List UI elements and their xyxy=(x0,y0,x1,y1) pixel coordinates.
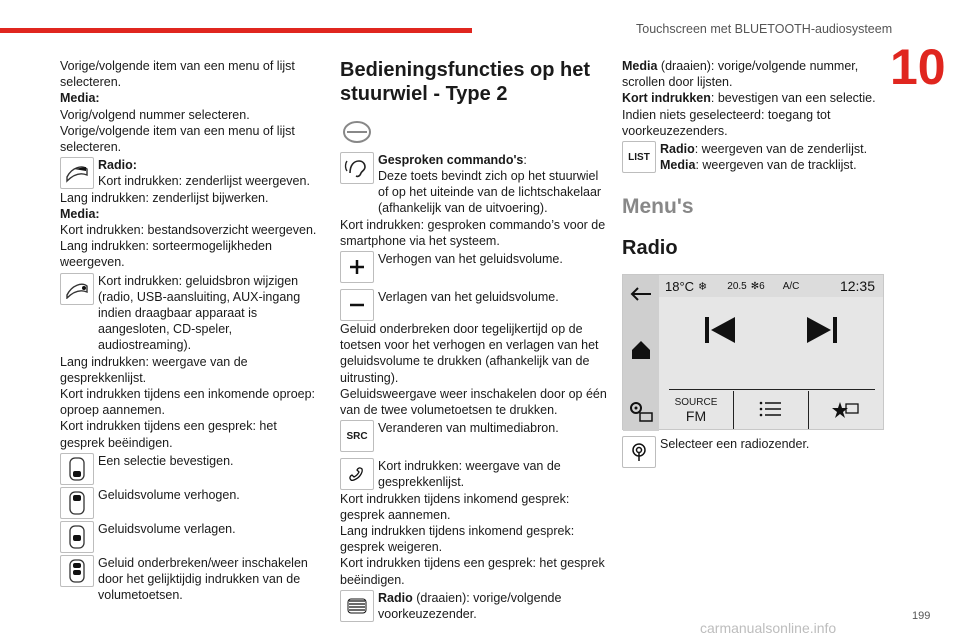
text-line: Kort indrukken: bestandsoverzicht weergeven. xyxy=(60,223,317,238)
steering-wheel-icon xyxy=(340,116,374,148)
phone-icon xyxy=(340,458,374,490)
list-block xyxy=(622,141,890,173)
fan-icon: ✻ xyxy=(750,280,760,292)
snow-icon: ❄ xyxy=(698,280,708,293)
text-line: (draaien): vorige/volgende voorkeuzezender. xyxy=(378,590,562,622)
text-line: (draaien): vorige/volgende nummer, scrollen door lijsten. xyxy=(622,59,859,90)
text-line: : weergeven van de tracklijst. xyxy=(695,158,857,173)
ac-label: A/C xyxy=(782,280,800,292)
text-line: Geluidsvolume verhogen. xyxy=(98,487,240,502)
page-number: 199 xyxy=(912,610,931,622)
label-radio: Radio xyxy=(378,590,413,605)
confirm-block xyxy=(60,453,322,485)
text-line: Kort indrukken: zenderlijst weergeven. xyxy=(98,174,310,189)
select-station-block xyxy=(622,436,890,468)
plus-icon xyxy=(340,251,374,283)
outside-temp: 18°C xyxy=(665,278,695,294)
text-line: Indien niets geselecteerd: toegang tot voorkeuzezenders. xyxy=(622,107,831,138)
phone-block xyxy=(340,458,608,490)
clock: 12:35 xyxy=(839,278,875,295)
label-media: Media xyxy=(660,158,696,173)
src-block xyxy=(340,420,608,452)
radio-heading: Radio xyxy=(622,237,678,260)
station-list-button[interactable] xyxy=(734,391,809,429)
source-block xyxy=(60,273,322,354)
text-line: Geluidsweergave weer inschakelen door op één van de twee volumetoetsen te drukken. xyxy=(340,386,607,418)
stalk-end-button-icon xyxy=(60,453,94,485)
text-line: Geluid onderbreken/weer inschakelen door het gelijktijdig indrukken van de volumetoetsen. xyxy=(98,555,308,603)
back-arrow-icon[interactable] xyxy=(630,287,652,306)
label-media: Media: xyxy=(60,91,100,106)
text-line: Lang indrukken: zenderlijst bijwerken. xyxy=(60,190,269,205)
stalk-radio-icon xyxy=(60,157,94,189)
vol-up-block xyxy=(60,487,322,519)
settings-gear-icon[interactable] xyxy=(627,399,653,428)
stalk-volume-up-icon xyxy=(60,487,94,519)
label-radio: Radio: xyxy=(98,158,137,173)
source-button[interactable] xyxy=(659,391,734,429)
watermark: carmanualsonline.info xyxy=(700,620,837,636)
screen-bottom-bar xyxy=(659,391,883,429)
radio-screen xyxy=(622,274,884,430)
text-line: Kort indrukken: geluidsbron wijzigen (radio, USB-aansluiting, AUX-ingang indien draagbaar apparaat is aangesloten, CD-speler, audiostreaming). xyxy=(98,273,301,353)
text-line: Kort indrukken tijdens een gesprek: het gesprek beëindigen. xyxy=(60,419,277,450)
label-media: Media: xyxy=(60,206,100,221)
radio-block xyxy=(60,157,322,189)
text-line: Vorige/volgende item van een menu of lijst selecteren. xyxy=(60,59,295,90)
text-line: Lang indrukken: sorteermogelijkheden weergeven. xyxy=(60,239,272,270)
text-line: Vorig/volgend nummer selecteren. xyxy=(60,107,250,122)
text-line: Deze toets bevindt zich op het stuurwiel of op het uiteinde van de lichtschakelaar (afhankelijk van de uitvoering). xyxy=(378,169,602,216)
screen-sidebar xyxy=(623,275,659,431)
label-voice: Gesproken commando's xyxy=(378,153,524,167)
list-button-icon: LIST xyxy=(622,141,656,173)
fan-speed: 6 xyxy=(759,280,765,292)
text-line: Lang indrukken tijdens inkomend gesprek: gesprek weigeren. xyxy=(340,524,575,555)
vol-up-block xyxy=(340,251,608,283)
text-line: Veranderen van multimediabron. xyxy=(378,421,559,436)
text-line: Geluidsvolume verlagen. xyxy=(98,521,236,536)
stalk-mute-icon xyxy=(60,555,94,587)
label-radio: Radio xyxy=(660,142,695,157)
text-line: Kort indrukken tijdens een gesprek: het gesprek beëindigen. xyxy=(340,556,605,587)
text-line: Selecteer een radiozender. xyxy=(660,437,810,452)
list-icon xyxy=(759,400,783,421)
page-header-title: Touchscreen met BLUETOOTH-audiosysteem xyxy=(636,22,893,36)
wheel-radio-block xyxy=(340,590,608,622)
minus-icon xyxy=(340,289,374,321)
voice-block: Gesproken commando's: xyxy=(340,152,608,184)
text-line: Lang indrukken: weergave van de gesprekkenlijst. xyxy=(60,354,248,385)
text-line: Geluid onderbreken door tegelijkertijd op de toetsen voor het verhogen en verlagen van het geluidsvolume te drukken (afhankelijk van de uitrusting). xyxy=(340,322,599,385)
steering-wheel-block xyxy=(340,116,608,148)
header-accent-bar xyxy=(0,28,472,33)
divider xyxy=(669,389,875,390)
text-line: Een selectie bevestigen. xyxy=(98,453,234,468)
text-line: Vorige/volgende item van een menu of lijst selecteren. xyxy=(60,123,295,155)
source-label: SOURCE xyxy=(674,396,718,408)
text-line: Kort indrukken tijdens inkomend gesprek: gesprek aannemen. xyxy=(340,491,570,522)
mute-block xyxy=(60,555,322,604)
previous-track-icon[interactable] xyxy=(703,315,737,350)
text-line: Verlagen van het geluidsvolume. xyxy=(378,290,559,305)
text-line: Kort indrukken: weergave van de gesprekkenlijst. xyxy=(378,459,561,490)
favorites-button[interactable] xyxy=(809,391,883,429)
screen-status-bar xyxy=(659,275,883,297)
vol-down-block xyxy=(340,289,608,321)
radio-station-icon xyxy=(622,436,656,468)
label-short-press: Kort indrukken xyxy=(622,91,711,106)
voice-command-icon xyxy=(340,152,374,184)
thumbwheel-icon xyxy=(340,590,374,622)
menus-heading: Menu's xyxy=(622,195,694,219)
text-line: Kort indrukken: gesproken commando’s voor de smartphone via het systeem. xyxy=(340,217,606,248)
star-radio-icon xyxy=(832,398,860,423)
climate-temp: 20.5 xyxy=(727,280,747,292)
next-track-icon[interactable] xyxy=(805,315,839,350)
screen-main xyxy=(659,297,883,429)
vol-down-block xyxy=(60,521,322,553)
stalk-volume-down-icon xyxy=(60,521,94,553)
chapter-number: 10 xyxy=(890,39,946,95)
column-3 xyxy=(622,58,890,468)
column-2 xyxy=(340,58,608,622)
text-line: Verhogen van het geluidsvolume. xyxy=(378,252,563,267)
src-button-icon: SRC xyxy=(340,420,374,452)
section-title: Bedieningsfuncties op het stuurwiel - Type 2 xyxy=(340,59,591,105)
label-media: Media xyxy=(622,59,658,73)
text-line: : weergeven van de zenderlijst. xyxy=(694,142,868,157)
source-value: FM xyxy=(685,407,707,424)
text-line: : bevestigen van een selectie. xyxy=(710,91,876,106)
text-line: Kort indrukken tijdens een inkomende oproep: oproep aannemen. xyxy=(60,387,316,418)
home-icon[interactable] xyxy=(630,339,652,366)
stalk-source-icon xyxy=(60,273,94,305)
column-1 xyxy=(60,58,322,603)
